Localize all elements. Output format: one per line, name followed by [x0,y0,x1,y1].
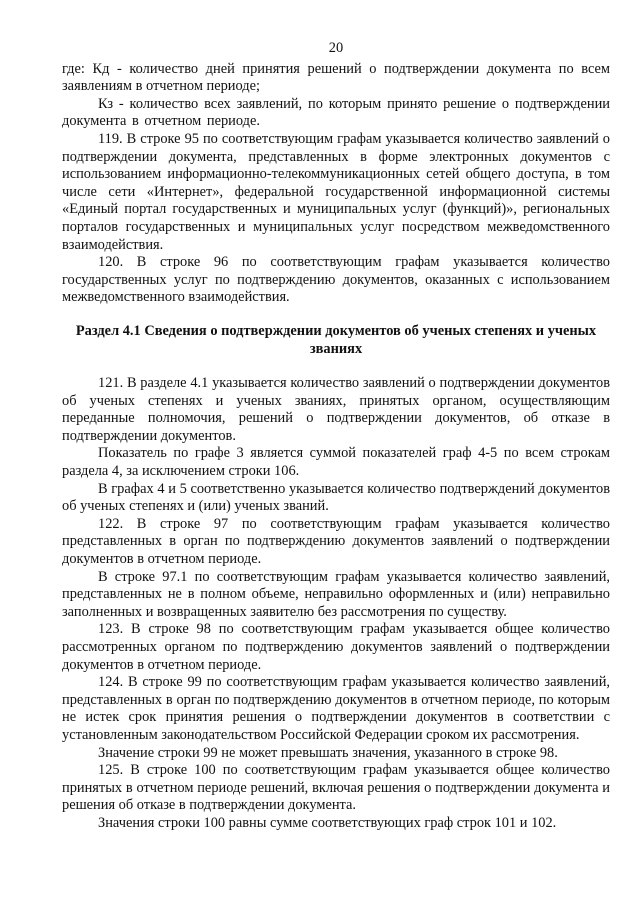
page-number: 20 [328,40,344,56]
document-page [62,40,610,833]
paragraph-kd-definition: где: Кд - количество дней принятия решений о подтверждении документа по всем заявлениям в отчетном периоде; [62,60,610,95]
paragraph-row-97-1: В строке 97.1 по соответствующим графам указывается количество заявлений, представленных не в полном объеме, неправильно оформленных и (или) неправильно заполненных и возвращенных заявителю без рассмотрения по существу. [62,568,610,620]
paragraph-columns-4-5: В графах 4 и 5 соответственно указывается количество подтверждений документов об ученых степенях и (или) ученых званий. [62,480,610,515]
section-heading: Раздел 4.1 Сведения о подтверждении документов об ученых степенях и ученых званиях [75,322,597,357]
paragraph-row-100-sum: Значения строки 100 равны сумме соответствующих граф строк 101 и 102. [98,814,557,831]
paragraph-121: 121. В разделе 4.1 указывается количество заявлений о подтверждении документов об ученых степенях и ученых званиях, принятых органом, осуществляющим переданные полномочия, решений о подтверждении документов, об отказе в подтверждении документов. [62,375,610,444]
paragraph-kz-definition: Кз - количество всех заявлений, по которым принято решение о подтверждении документа в отчетном периоде. [62,95,610,130]
paragraph-123: 123. В строке 98 по соответствующим графам указывается общее количество рассмотренных органом по подтверждению документов заявлений о подтверждении документов в отчетном периоде. [62,621,610,673]
paragraph-120: 120. В строке 96 по соответствующим графам указывается количество государственных услуг по подтверждению документов, оказанных с использованием межведомственного взаимодействия. [62,254,610,306]
paragraph-column-3: Показатель по графе 3 является суммой показателей граф 4-5 по всем строкам раздела 4, за исключением строки 106. [62,445,610,480]
paragraph-122: 122. В строке 97 по соответствующим графам указывается количество представленных в орган по подтверждению документов заявлений о подтверждении документов в отчетном периоде. [62,515,610,568]
paragraph-125: 125. В строке 100 по соответствующим графам указывается общее количество принятых в отчетном периоде решений, включая решения о подтверждении документа и решения об отказе в подтверждении документа. [62,762,610,814]
paragraph-row-99-limit: Значение строки 99 не может превышать значения, указанного в строке 98. [98,744,558,761]
paragraph-124: 124. В строке 99 по соответствующим графам указывается количество заявлений, представленных в орган по подтверждению документов в отчетном периоде, по которым не истек срок принятия решения о подтверждении документов в соответствии с установленным законодательством Российской Федерации сроком их рассмотрения. [62,674,610,743]
paragraph-119: 119. В строке 95 по соответствующим графам указывается количество заявлений о подтверждении документа, представленных в форме электронных документов с использованием информационно-телекоммуникационных сетей общего доступа, в том числе сети «Интернет», федеральной государственной информационной системы «Единый портал государственных и муниципальных услуг (функций)», региональных порталов государственных и муниципальных услуг посредством межведомственного взаимодействия. [62,130,610,253]
